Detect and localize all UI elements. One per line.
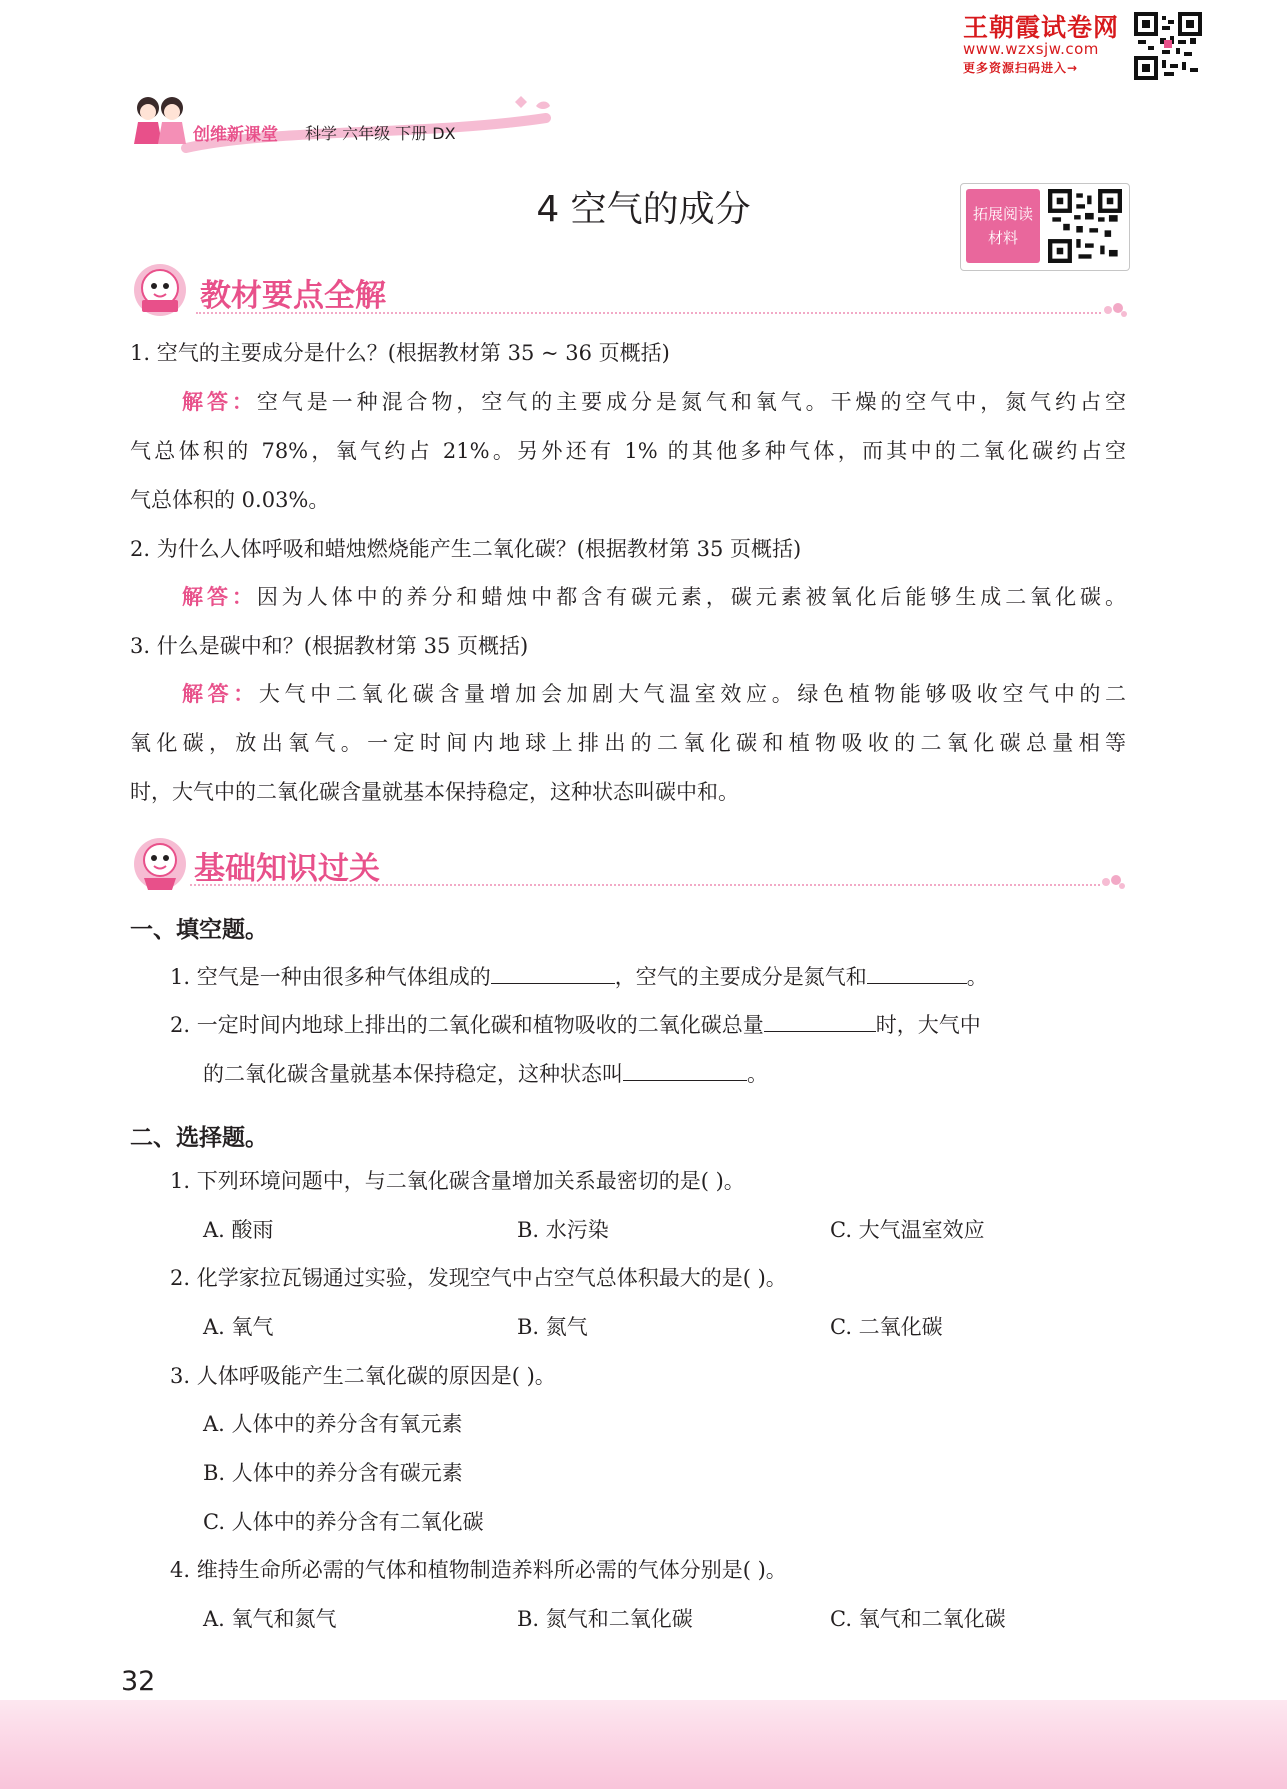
choice-heading: 二、选择题。 <box>130 1125 268 1151</box>
question-3: 3. 什么是碳中和？(根据教材第 35 页概括) <box>130 634 529 658</box>
section-divider <box>196 312 1101 314</box>
answer-1-line-2: 气总体积的 78%，氧气约占 21%。另外还有 1% 的其他多种气体，而其中的二氧化碳约占空 <box>130 439 1126 463</box>
extended-reading-line1: 拓展阅读 <box>972 205 1033 223</box>
fill-q2-text-d: 。 <box>747 1062 768 1086</box>
extended-reading-label[interactable] <box>966 189 1040 263</box>
choice-q2-option-a[interactable]: A. 氧气 <box>203 1315 274 1339</box>
choice-q3-option-c[interactable]: C. 人体中的养分含有二氧化碳 <box>203 1510 484 1534</box>
answer-label: 解答： <box>182 682 259 706</box>
fill-q2-text-a: 2. 一定时间内地球上排出的二氧化碳和植物吸收的二氧化碳总量 <box>170 1013 764 1037</box>
choice-q4-option-c[interactable]: C. 氧气和二氧化碳 <box>830 1607 1006 1631</box>
fill-question-1 <box>170 961 988 992</box>
fill-q1-text-c: 。 <box>966 965 988 989</box>
choice-q2-option-c[interactable]: C. 二氧化碳 <box>830 1315 943 1339</box>
choice-q4-option-a[interactable]: A. 氧气和氮气 <box>203 1607 337 1631</box>
qr-code-icon[interactable] <box>1134 12 1202 80</box>
answer-2-text-1: 因为人体中的养分和蜡烛中都含有碳元素，碳元素被氧化后能够生成二氧化碳。 <box>256 585 1127 609</box>
answer-3-text-1: 大气中二氧化碳含量增加会加剧大气温室效应。绿色植物能够吸收空气中的二 <box>258 682 1127 706</box>
answer-3-line-3: 时，大气中的二氧化碳含量就基本保持稳定，这种状态叫碳中和。 <box>130 780 739 804</box>
page-number: 32 <box>121 1666 156 1697</box>
section-mascot-icon <box>130 836 192 892</box>
series-name: 创维新课堂 <box>193 125 278 145</box>
question-1: 1. 空气的主要成分是什么？(根据教材第 35 ~ 36 页概括) <box>130 341 670 365</box>
brand-title: 王朝霞试卷网 <box>963 13 1120 42</box>
fill-question-2-line-1 <box>170 1009 981 1040</box>
choice-q1-option-c[interactable]: C. 大气温室效应 <box>830 1218 985 1242</box>
choice-question-4: 4. 维持生命所必需的气体和植物制造养料所必需的气体分别是( )。 <box>170 1558 787 1582</box>
answer-3-line-2: 氧化碳，放出氧气。一定时间内地球上排出的二氧化碳和植物吸收的二氧化碳总量相等 <box>130 731 1126 755</box>
section-title-key-points: 教材要点全解 <box>200 278 386 314</box>
bottom-decorative-band <box>0 1700 1287 1789</box>
answer-blank[interactable] <box>764 1009 876 1032</box>
fill-question-2-line-2 <box>203 1058 768 1089</box>
divider-dots-icon <box>1102 300 1128 320</box>
section-mascot-icon <box>130 262 192 318</box>
answer-1-text-1: 空气是一种混合物，空气的主要成分是氮气和氧气。干燥的空气中，氮气约占空 <box>256 390 1127 414</box>
brand-more-text: 更多资源扫码进入→ <box>963 61 1079 75</box>
fill-blank-heading: 一、填空题。 <box>130 917 268 943</box>
choice-question-1: 1. 下列环境问题中，与二氧化碳含量增加关系最密切的是( )。 <box>170 1169 745 1193</box>
answer-2-line-1 <box>182 582 1126 612</box>
answer-3-line-1 <box>182 679 1126 709</box>
answer-blank[interactable] <box>867 961 967 984</box>
question-2: 2. 为什么人体呼吸和蜡烛燃烧能产生二氧化碳？(根据教材第 35 页概括) <box>130 537 802 561</box>
section-divider <box>190 884 1100 886</box>
choice-question-3: 3. 人体呼吸能产生二氧化碳的原因是( )。 <box>170 1364 556 1388</box>
section-title-basic-knowledge: 基础知识过关 <box>194 851 380 887</box>
fill-q2-text-b: 时，大气中 <box>875 1013 981 1037</box>
answer-1-line-3: 气总体积的 0.03%。 <box>130 488 330 512</box>
answer-1-line-1 <box>182 387 1126 417</box>
choice-question-2: 2. 化学家拉瓦锡通过实验，发现空气中占空气总体积最大的是( )。 <box>170 1266 787 1290</box>
extended-reading-line2: 材料 <box>987 229 1018 247</box>
divider-dots-icon <box>1100 872 1126 892</box>
answer-blank[interactable] <box>491 961 615 984</box>
brand-url[interactable]: www.wzxsjw.com <box>963 40 1099 58</box>
choice-q2-option-b[interactable]: B. 氮气 <box>517 1315 588 1339</box>
choice-q4-option-b[interactable]: B. 氮气和二氧化碳 <box>517 1607 693 1631</box>
choice-q3-option-a[interactable]: A. 人体中的养分含有氧元素 <box>203 1412 463 1436</box>
answer-label: 解答： <box>182 585 257 609</box>
book-info: 科学 六年级 下册 DX <box>305 124 456 143</box>
choice-q1-option-a[interactable]: A. 酸雨 <box>203 1218 274 1242</box>
fill-q2-text-c: 的二氧化碳含量就基本保持稳定，这种状态叫 <box>203 1062 623 1086</box>
lesson-title: 4 空气的成分 <box>536 189 751 230</box>
answer-blank[interactable] <box>623 1058 747 1081</box>
choice-q1-option-b[interactable]: B. 水污染 <box>517 1218 609 1242</box>
choice-q3-option-b[interactable]: B. 人体中的养分含有碳元素 <box>203 1461 463 1485</box>
fill-q1-text-b: ，空气的主要成分是氮气和 <box>614 965 867 989</box>
fill-q1-text-a: 1. 空气是一种由很多种气体组成的 <box>170 965 491 989</box>
answer-label: 解答： <box>182 390 257 414</box>
qr-code-icon[interactable] <box>1048 189 1122 263</box>
